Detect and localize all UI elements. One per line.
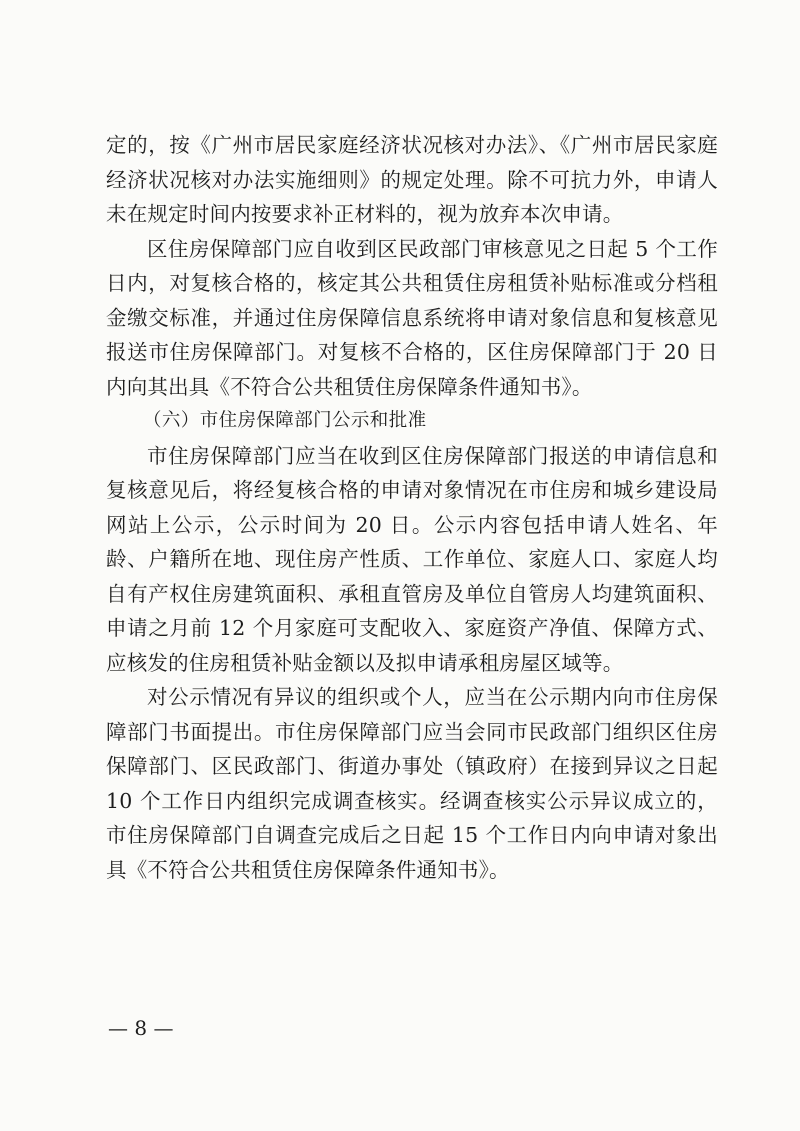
section-heading-publicity-approval: （六）市住房保障部门公示和批准 bbox=[143, 410, 427, 431]
paragraph-objection: 对公示情况有异议的组织或个人，应当在公示期内向市住房保障部门书面提出。市住房保障部门应当会同市民政部门组织区住房保障部门、区民政部门、街道办事处（镇政府）在接到异议之日起 10 个工作日内组织完成调查核实。经调查核实公示异议成立的，市住房保障部门自调查完成后之日起 15 个工作日内向申请对象出具《不符合公共租赁住房保障条件通知书》。 bbox=[106, 685, 718, 882]
paragraph-district-review: 区住房保障部门应自收到区民政部门审核意见之日起 5 个工作日内，对复核合格的，核定其公共租赁住房租赁补贴标准或分档租金缴交标准，并通过住房保障信息系统将申请对象信息和复核意见报送市住房保障部门。对复核不合格的，区住房保障部门于 20 日内向其出具《不符合公共租赁住房保障条件通知书》。 bbox=[106, 236, 718, 399]
paragraph-publicity: 市住房保障部门应当在收到区住房保障部门报送的申请信息和复核意见后，将经复核合格的申请对象情况在市住房和城乡建设局网站上公示，公示时间为 20 日。公示内容包括申请人姓名、年龄、户籍所在地、现住房产性质、工作单位、家庭人口、家庭人均自有产权住房建筑面积、承租直管房及单位自管房人均建筑面积、申请之月前 12 个月家庭可支配收入、家庭资产净值、保障方式、应核发的住房租赁补贴金额以及拟申请承租房屋区域等。 bbox=[106, 443, 718, 675]
document-body bbox=[106, 128, 718, 887]
paragraph-continuation: 定的，按《广州市居民家庭经济状况核对办法》、《广州市居民家庭经济状况核对办法实施细则》的规定处理。除不可抗力外，申请人未在规定时间内按要求补正材料的，视为放弃本次申请。 bbox=[106, 133, 718, 226]
page-number: — 8 — bbox=[108, 1016, 174, 1040]
